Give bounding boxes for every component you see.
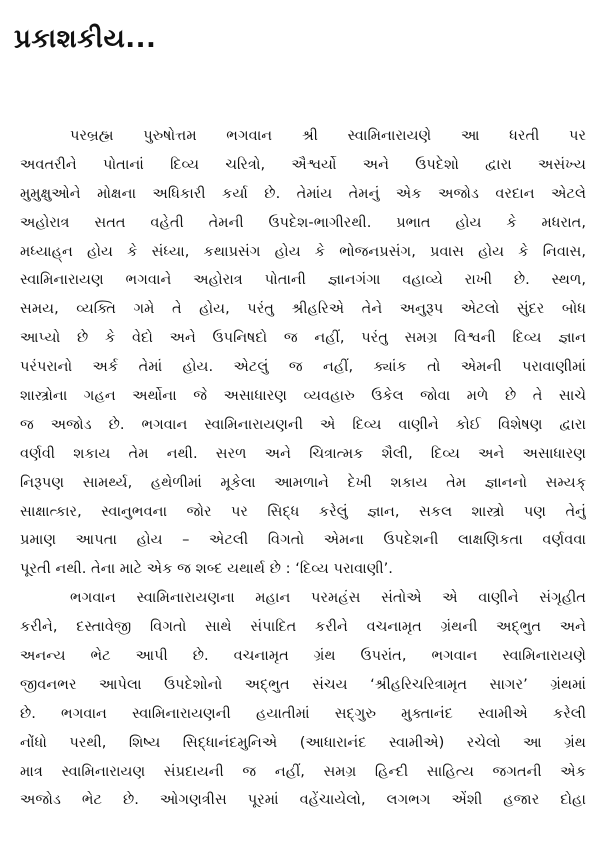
paragraph-line: પરબ્રહ્મ પુરુષોત્તમ ભગવાન શ્રી સ્વામિનારાયણે આ ધરતી પર	[70, 127, 586, 144]
paragraph-line: જ અજોડ છે. ભગવાન સ્વામિનારાયણની એ દિવ્ય વાણીને કોઈ વિશેષણ દ્વારા	[20, 415, 586, 433]
paragraph-line: છે. ભગવાન સ્વામિનારાયણની હયાતીમાં સદ્‌ગુરુ મુક્તાનંદ સ્વામીએ કરેલી	[20, 704, 586, 722]
paragraph-line: કરીને, દસ્તાવેજી વિગતો સાથે સંપાદિત કરીને વચનામૃત ગ્રંથની અદ્‌ભુત અને	[20, 618, 586, 636]
paragraph-line: જીવનભર આપેલા ઉપદેશોનો અદ્‌ભુત સંચય ‘શ્રીહરિચરિત્રામૃત સાગર’ ગ્રંથમાં	[20, 675, 586, 693]
paragraph-line: ભગવાન સ્વામિનારાયણના મહાન પરમહંસ સંતોએ એ વાણીને સંગૃહીત	[70, 589, 586, 607]
paragraph-line: શાસ્ત્રોના ગહન અર્થોના જે અસાધારણ વ્યવહારુ ઉકેલ જોવા મળે છે તે સાચે	[20, 387, 586, 405]
paragraph-line: પ્રમાણ આપતા હોય – એટલી વિગતો એમના ઉપદેશની લાક્ષણિકતા વર્ણવવા	[20, 531, 586, 549]
paragraph-line: મધ્યાહ્‌ન હોય કે સંધ્યા, કથાપ્રસંગ હોય કે ભોજનપ્રસંગ, પ્રવાસ હોય કે નિવાસ,	[20, 242, 586, 260]
body-text	[20, 122, 586, 815]
paragraph-line: માત્ર સ્વામિનારાયણ સંપ્રદાયની જ નહીં, સમગ્ર હિન્દી સાહિત્ય જગતની એક	[20, 762, 586, 780]
paragraph-line: અજોડ ભેટ છે. ઓગણત્રીસ પૂરમાં વહેંચાયેલો, લગભગ એંશી હજાર દોહા	[20, 791, 586, 809]
paragraph-line: અનન્ય ભેટ આપી છે. વચનામૃત ગ્રંથ ઉપરાંત, ભગવાન સ્વામિનારાયણે	[20, 647, 586, 665]
paragraph-line: પૂરતી નથી. તેના માટે એક જ શબ્દ યથાર્થ છે : ‘દિવ્ય પરાવાણી’.	[20, 560, 393, 578]
paragraph-line: અવતરીને પોતાનાં દિવ્ય ચરિત્રો, ઐશ્વર્યો અને ઉપદેશો દ્વારા અસંખ્ય	[20, 155, 586, 173]
paragraph-line: પરંપરાનો અર્ક તેમાં હોય. એટલું જ નહીં, ક્યાંક તો એમની પરાવાણીમાં	[20, 358, 586, 376]
paragraph-line: નિરૂપણ સામર્થ્ય, હથેળીમાં મૂકેલા આમળાને દેખી શકાય તેમ જ્ઞાનનો સમ્યક્	[20, 473, 586, 491]
paragraph-line: નોંધો પરથી, શિષ્ય સિદ્ધાનંદમુનિએ (આધારાનંદ સ્વામીએ) રચેલો આ ગ્રંથ	[20, 733, 586, 751]
paragraph-line: સમય, વ્યક્તિ ગમે તે હોય, પરંતુ શ્રીહરિએ તેને અનુરૂપ એટલો સુંદર બોધ	[20, 300, 586, 318]
paragraph-line: વર્ણવી શકાય તેમ નથી. સરળ અને ચિત્રાત્મક શૈલી, દિવ્ય અને અસાધારણ	[20, 444, 586, 462]
paragraph-line: અહોરાત્ર સતત વહેતી તેમની ઉપદેશ-ભાગીરથી. પ્રભાત હોય કે મધરાત,	[20, 213, 586, 231]
paragraph-line: સ્વામિનારાયણ ભગવાને અહોરાત્ર પોતાની જ્ઞાનગંગા વહાવ્યે રાખી છે. સ્થળ,	[20, 271, 586, 289]
paragraph-line: મુમુક્ષુઓને મોક્ષના અધિકારી કર્યા છે. તેમાંય તેમનું એક અજોડ વરદાન એટલે	[20, 184, 586, 202]
paragraph-line: આપ્યો છે કે વેદો અને ઉપનિષદો જ નહીં, પરંતુ સમગ્ર વિશ્વની દિવ્ય જ્ઞાન	[20, 329, 586, 347]
page-title: પ્રકાશકીય...	[14, 24, 157, 54]
paragraph-line: સાક્ષાત્કાર, સ્વાનુભવના જોર પર સિદ્ધ કરેલું જ્ઞાન, સકલ શાસ્ત્રો પણ તેનું	[20, 502, 586, 520]
